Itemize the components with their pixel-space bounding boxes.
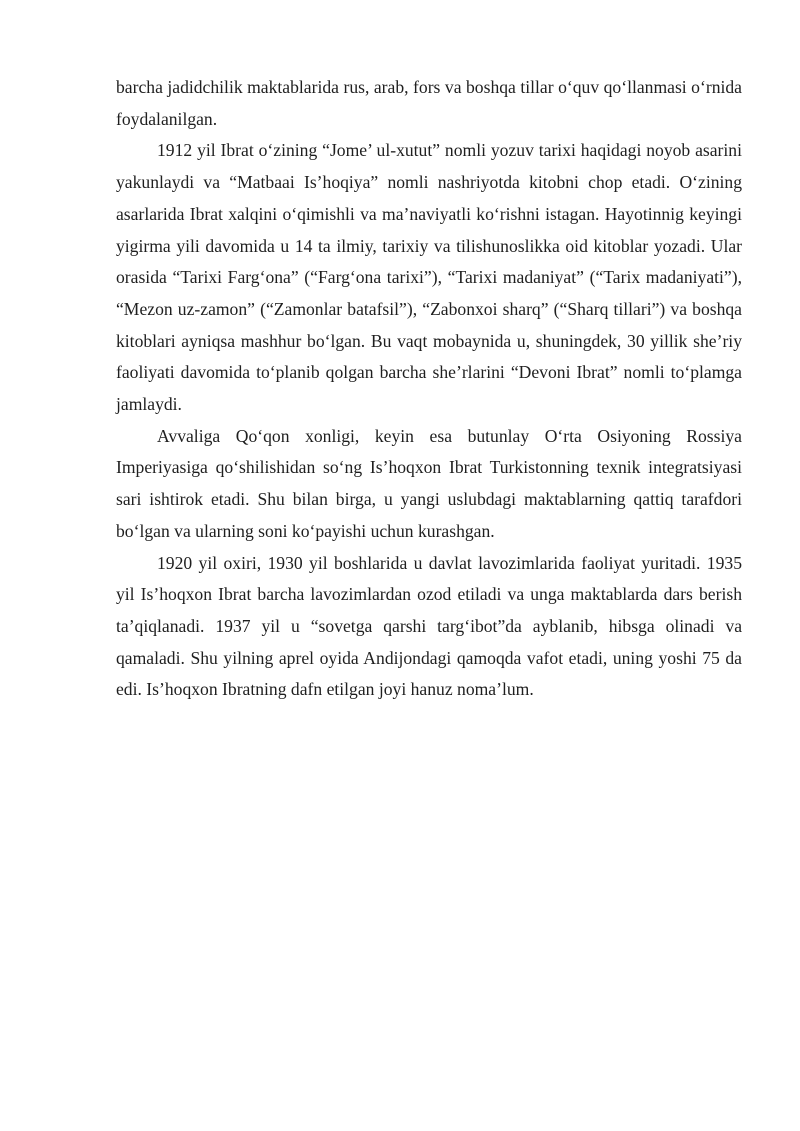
paragraph-continuation: barcha jadidchilik maktablarida rus, arab, fors va boshqa tillar o‘quv qo‘llanmasi o‘rnida foydalanilgan. <box>116 77 742 129</box>
body-text <box>116 72 742 706</box>
paragraph-jome-ul-xutut: 1912 yil Ibrat o‘zining “Jome’ ul-xutut” nomli yozuv tarixi haqidagi noyob asarini yakunlaydi va “Matbaai Is’hoqiya” nomli nashriyotda kitobni chop etadi. O‘zining asarlarida Ibrat xalqini o‘qimishli va ma’naviyatli ko‘rishni istagan. Hayotinnig keyingi yigirma yili davomida u 14 ta ilmiy, tarixiy va tilishunoslikka oid kitoblar yozadi. Ular orasida “Tarixi Farg‘ona” (“Farg‘ona tarixi”), “Tarixi madaniyat” (“Tarix madaniyati”), “Mezon uz-zamon” (“Zamonlar batafsil”), “Zabonxoi sharq” (“Sharq tillari”) va boshqa kitoblari ayniqsa mashhur bo‘lgan. Bu vaqt mobaynida u, shuningdek, 30 yillik she’riy faoliyati davomida to‘planib qolgan barcha she’rlarini “Devoni Ibrat” nomli to‘plamga jamlaydi. <box>116 140 742 415</box>
paragraph-later-life: 1920 yil oxiri, 1930 yil boshlarida u davlat lavozimlarida faoliyat yuritadi. 1935 yil Is’hoqxon Ibrat barcha lavozimlardan ozod etiladi va unga maktablarda dars berish ta’qiqlanadi. 1937 yil u “sovetga qarshi targ‘ibot”da ayblanib, hibsga olinadi va qamaladi. Shu yilning aprel oyida Andijondagi qamoqda vafot etadi, uning yoshi 75 da edi. Is’hoqxon Ibratning dafn etilgan joyi hanuz noma’lum. <box>116 552 742 700</box>
paragraph-turkiston-integration: Avvaliga Qo‘qon xonligi, keyin esa butunlay O‘rta Osiyoning Rossiya Imperiyasiga qo‘shilishidan so‘ng Is’hoqxon Ibrat Turkistonning texnik integratsiyasi sari ishtirok etadi. Shu bilan birga, u yangi uslubdagi maktablarning qattiq tarafdori bo‘lgan va ularning soni ko‘payishi uchun kurashgan. <box>116 425 742 541</box>
